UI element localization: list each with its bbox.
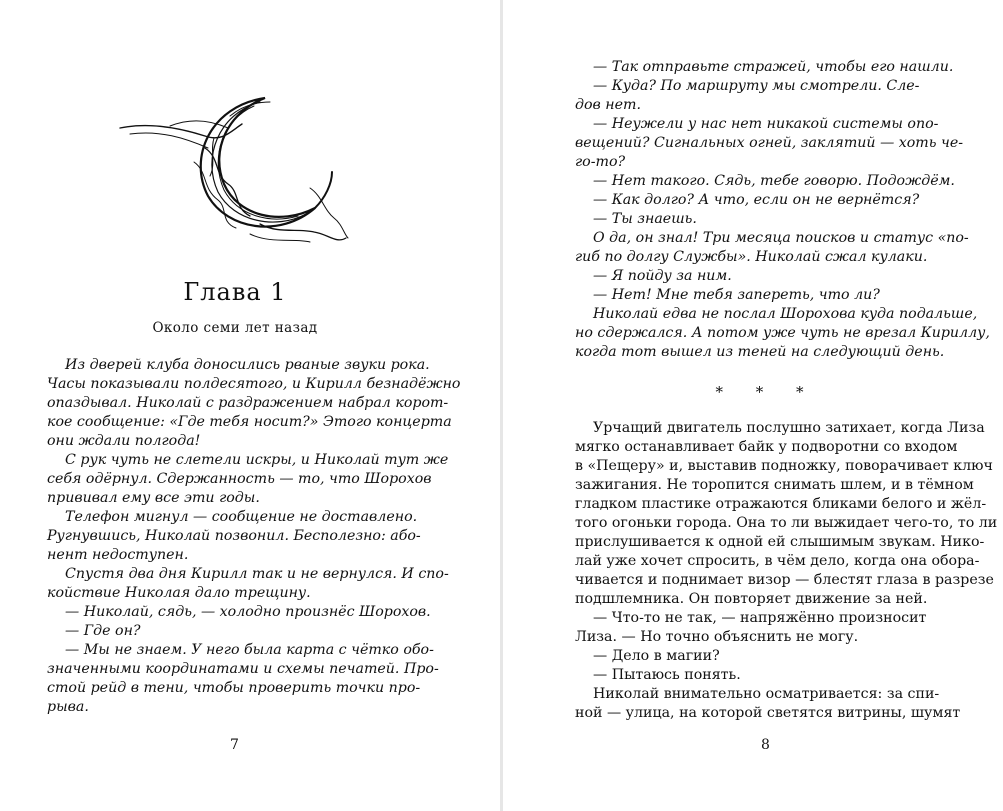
crescent-moon-illustration [110,88,350,248]
text-line: чивается и поднимает визор — блестят глаза в разрезе [575,572,994,588]
text-line: Николай едва не послал Шорохова куда подальше, [575,306,978,322]
text-line: нент недоступен. [47,547,189,563]
text-line: себя одёрнул. Сдержанность — то, что Шорохов [47,471,432,487]
page-number-right: 8 [761,737,770,753]
text-line: гиб по долгу Службы». Николай сжал кулаки. [575,249,928,265]
text-line: лай уже хочет спросить, в чём дело, когда она обора- [575,553,980,569]
chapter-title: Глава 1 [183,278,287,306]
text-line: — Дело в магии? [575,648,720,664]
page-number-left: 7 [230,737,239,753]
text-line: — Как долго? А что, если он не вернётся? [575,192,920,208]
text-line: гладком пластике отражаются бликами белого и жёл- [575,496,987,512]
text-line: в «Пещеру» и, выставив подножку, поворачивает ключ [575,458,993,474]
text-line: Николай внимательно осматривается: за спи- [575,686,940,702]
right-page-text-bottom [575,419,998,723]
text-line: — Где он? [47,623,141,639]
text-line: Ругнувшись, Николай позвонил. Бесполезно: або- [47,528,421,544]
text-line: — Что-то не так, — напряжённо произносит [575,610,927,626]
text-line: ной — улица, на которой светятся витрины, шумят [575,705,961,721]
section-separator: * * * [715,383,818,401]
text-line: Телефон мигнул — сообщение не доставлено. [47,509,418,525]
text-line: Спустя два дня Кирилл так и не вернулся. И спо- [47,566,449,582]
text-line: но сдержался. А потом уже чуть не врезал Кириллу, [575,325,990,341]
text-line: — Неужели у нас нет никакой системы опо- [575,116,939,132]
text-line: вещений? Сигнальных огней, заклятий — хоть че- [575,135,964,151]
text-line: зажигания. Не торопится снимать шлем, и в тёмном [575,477,974,493]
text-line: — Мы не знаем. У него была карта с чётко обо- [47,642,434,658]
text-line: койствие Николая дало трещину. [47,585,311,601]
text-line: того огоньки города. Она то ли выжидает чего-то, то ли [575,515,998,531]
text-line: — Нет! Мне тебя запереть, что ли? [575,287,880,303]
text-line: Из дверей клуба доносились рваные звуки рока. [47,357,430,373]
text-line: го-то? [575,154,626,170]
text-line: Урчащий двигатель послушно затихает, когда Лиза [575,420,985,436]
text-line: прививал ему все эти годы. [47,490,260,506]
text-line: рыва. [47,699,89,715]
text-line: подшлемника. Он повторяет движение за ней. [575,591,928,607]
text-line: кое сообщение: «Где тебя носит?» Этого концерта [47,414,452,430]
text-line: С рук чуть не слетели искры, и Николай тут же [47,452,449,468]
chapter-subtitle: Около семи лет назад [152,320,318,336]
text-line: — Пытаюсь понять. [575,667,741,683]
right-page-text-top [575,58,990,362]
text-line: когда тот вышел из теней на следующий день. [575,344,945,360]
text-line: Лиза. — Но точно объяснить не могу. [575,629,859,645]
text-line: мягко останавливает байк у подворотни со входом [575,439,958,455]
text-line: — Ты знаешь. [575,211,697,227]
text-line: — Нет такого. Сядь, тебе говорю. Подождём. [575,173,955,189]
text-line: — Николай, сядь, — холодно произнёс Шорохов. [47,604,431,620]
left-page-text [47,356,461,717]
text-line: Часы показывали полдесятого, и Кирилл безнадёжно [47,376,461,392]
text-line: опаздывал. Николай с раздражением набрал корот- [47,395,449,411]
text-line: прислушивается к одной ей слышимым звукам. Нико- [575,534,985,550]
text-line: дов нет. [575,97,642,113]
text-line: О да, он знал! Три месяца поисков и статус «по- [575,230,969,246]
text-line: значенными координатами и схемы печатей. Про- [47,661,439,677]
text-line: — Я пойду за ним. [575,268,732,284]
text-line: — Так отправьте стражей, чтобы его нашли. [575,59,954,75]
text-line: — Куда? По маршруту мы смотрели. Сле- [575,78,920,94]
text-line: они ждали полгода! [47,433,201,449]
text-line: стой рейд в тени, чтобы проверить точки про- [47,680,421,696]
